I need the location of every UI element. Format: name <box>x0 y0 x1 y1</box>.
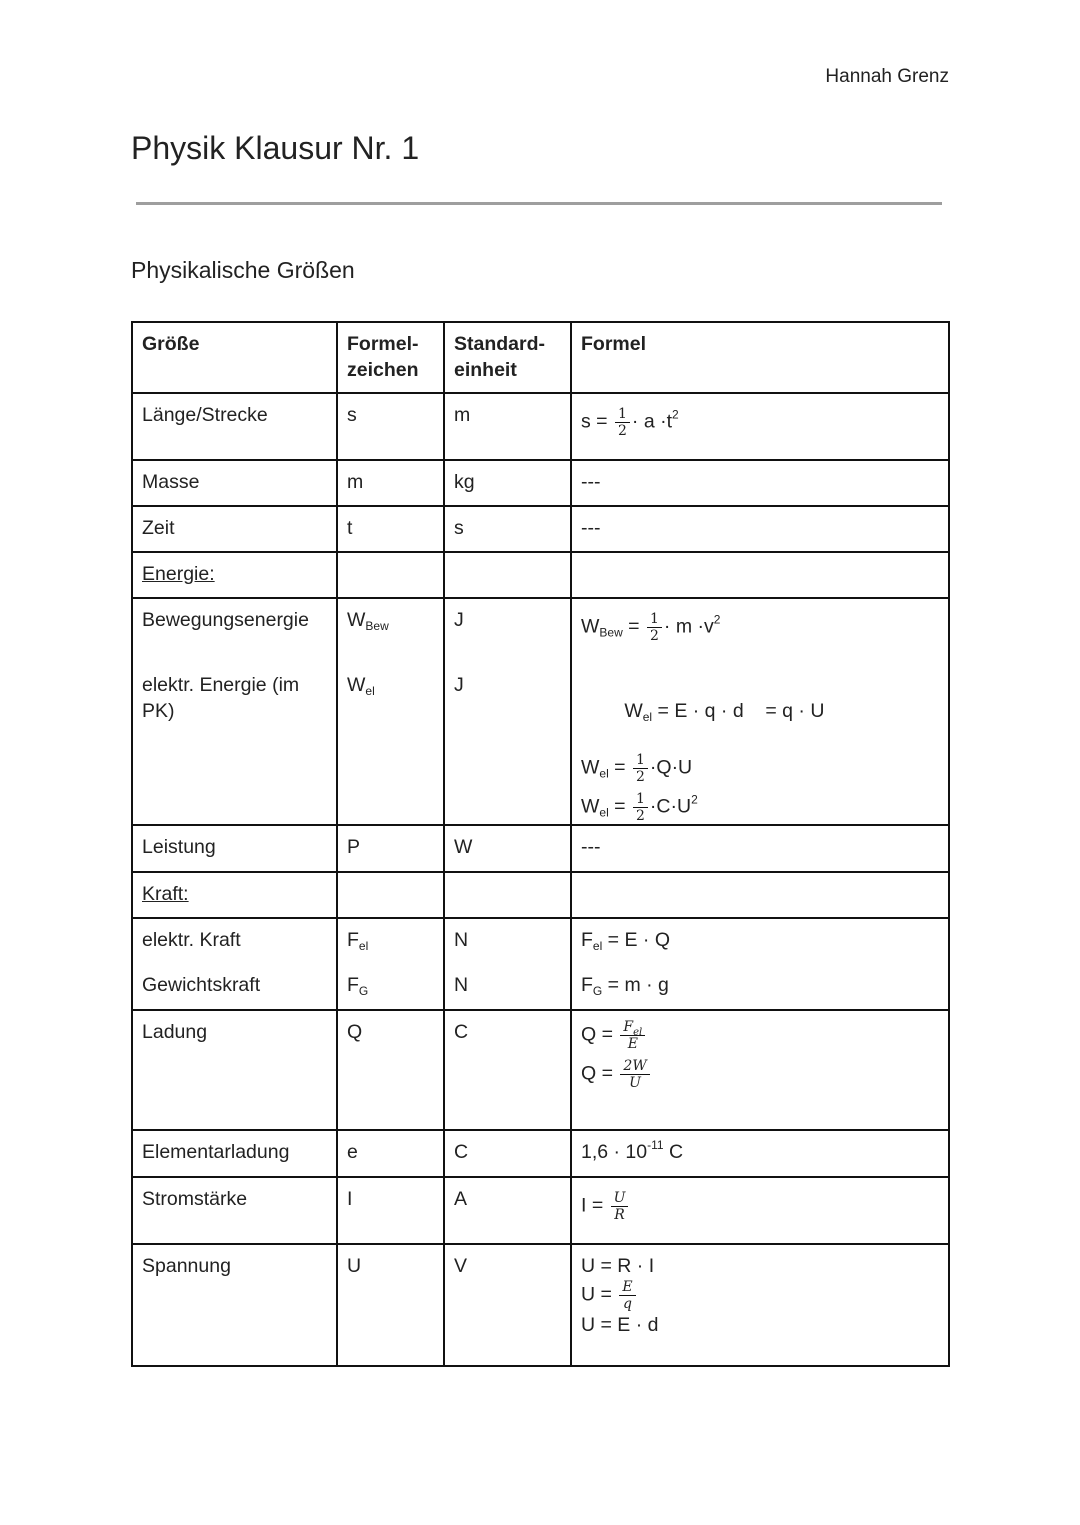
quantity-unit: kg <box>444 460 571 506</box>
formula-text: = <box>608 756 631 779</box>
quantity-symbol <box>337 918 444 964</box>
fraction-numerator: 1 <box>615 406 630 423</box>
group-heading-energie <box>132 552 337 598</box>
fraction-denominator: 2 <box>635 769 645 785</box>
formula-text: Q = <box>581 1023 619 1046</box>
quantity-name: Elementarladung <box>132 1130 337 1177</box>
header-formelzeichen <box>337 322 444 393</box>
quantity-formula <box>571 1244 949 1366</box>
table-row <box>132 393 949 460</box>
formula-text: W <box>581 795 600 818</box>
formula-text: C <box>663 1141 684 1163</box>
formula-line: U = E · d <box>581 1314 659 1336</box>
table-row <box>132 506 949 552</box>
symbol-subscript: el <box>365 684 375 698</box>
group-heading-text: Energie: <box>142 563 215 585</box>
quantity-unit: J <box>444 664 571 825</box>
fraction-denominator: 2 <box>635 808 645 824</box>
quantity-unit: W <box>444 825 571 872</box>
fraction-numerator-base: F <box>623 1019 634 1035</box>
quantity-formula <box>571 1130 949 1177</box>
formula-subscript: el <box>599 766 609 781</box>
table-row <box>132 1130 949 1177</box>
group-heading-kraft <box>132 872 337 918</box>
quantity-formula <box>571 1177 949 1244</box>
quantity-symbol: s <box>337 393 444 460</box>
table-header-row <box>132 322 949 393</box>
quantity-formula <box>571 964 949 1010</box>
header-formel: Formel <box>571 322 949 393</box>
formula-text: 1,6 · 10 <box>581 1141 648 1163</box>
fraction-numerator: E <box>619 1279 635 1296</box>
quantity-formula <box>571 918 949 964</box>
quantity-name: Stromstärke <box>132 1177 337 1244</box>
symbol-base: W <box>347 609 366 631</box>
fraction-denominator: E <box>627 1036 638 1052</box>
quantity-name: Länge/Strecke <box>132 393 337 460</box>
fraction-numerator <box>620 1019 645 1036</box>
formula-text: s = <box>581 410 613 433</box>
header-einheit <box>444 322 571 393</box>
quantity-name: Ladung <box>132 1010 337 1130</box>
fraction-denominator: q <box>622 1296 632 1312</box>
formula-line: U = R · I <box>581 1255 655 1277</box>
quantity-name: Spannung <box>132 1244 337 1366</box>
table-row <box>132 1244 949 1366</box>
quantity-formula <box>571 393 949 460</box>
fraction-numerator: 1 <box>633 791 648 808</box>
group-heading-text: Kraft: <box>142 883 189 905</box>
formula-exponent: 2 <box>713 612 721 627</box>
fraction <box>633 791 648 824</box>
symbol-base: F <box>347 974 359 996</box>
fraction-numerator-subscript: el <box>633 1026 643 1038</box>
formula-text: = E · Q <box>602 929 670 951</box>
fraction <box>647 611 662 644</box>
quantity-name: Masse <box>132 460 337 506</box>
quantity-unit: C <box>444 1010 571 1130</box>
quantity-unit: s <box>444 506 571 552</box>
section-title: Physikalische Größen <box>131 257 355 283</box>
document-title: Physik Klausur Nr. 1 <box>131 130 420 166</box>
quantity-unit: C <box>444 1130 571 1177</box>
formula-subscript: G <box>592 984 603 998</box>
empty-cell <box>337 872 444 918</box>
quantity-symbol: m <box>337 460 444 506</box>
symbol-subscript: Bew <box>365 619 389 633</box>
quantity-symbol: I <box>337 1177 444 1244</box>
formula-text: I = <box>581 1194 609 1217</box>
empty-cell <box>571 552 949 598</box>
formula-text: W <box>581 615 600 638</box>
quantity-unit: N <box>444 964 571 1010</box>
fraction-denominator: R <box>614 1207 625 1223</box>
quantity-symbol: e <box>337 1130 444 1177</box>
quantity-formula <box>571 664 949 825</box>
quantity-name: elektr. Kraft <box>132 918 337 964</box>
quantity-formula: --- <box>571 460 949 506</box>
empty-cell <box>337 552 444 598</box>
formula-text: · a ·t <box>631 410 672 433</box>
table-row <box>132 918 949 964</box>
table-group-row-energie <box>132 552 949 598</box>
quantity-name: Gewichtskraft <box>132 964 337 1010</box>
table-row <box>132 964 949 1010</box>
quantity-name: Leistung <box>132 825 337 872</box>
fraction-denominator: U <box>629 1075 641 1091</box>
fraction <box>620 1019 645 1052</box>
formula-exponent: -11 <box>647 1138 664 1152</box>
formula-subscript: el <box>592 939 603 953</box>
fraction-numerator: 1 <box>633 752 648 769</box>
table-row <box>132 1010 949 1130</box>
table-group-row-kraft <box>132 872 949 918</box>
quantity-symbol <box>337 964 444 1010</box>
quantity-symbol: Q <box>337 1010 444 1130</box>
formula-text: Q = <box>581 1062 619 1085</box>
formula-text: F <box>581 929 593 951</box>
formula-text: ·Q·U <box>649 756 693 779</box>
title-divider <box>136 202 942 205</box>
empty-cell <box>571 872 949 918</box>
quantities-table <box>131 321 950 1367</box>
quantity-symbol: P <box>337 825 444 872</box>
quantity-symbol <box>337 598 444 664</box>
symbol-base: F <box>347 929 359 951</box>
quantity-formula <box>571 598 949 664</box>
table-row <box>132 598 949 664</box>
formula-text: = m · g <box>602 974 669 996</box>
formula-subscript: el <box>599 805 609 820</box>
symbol-subscript: G <box>358 984 369 998</box>
quantity-unit: m <box>444 393 571 460</box>
quantity-unit: N <box>444 918 571 964</box>
formula-text: = <box>622 615 645 638</box>
header-formelzeichen-line2: zeichen <box>347 359 419 381</box>
header-einheit-line1: Standard- <box>454 333 546 355</box>
formula-text: U = <box>581 1283 618 1306</box>
fraction <box>633 752 648 785</box>
fraction <box>620 1058 649 1091</box>
formula-text: W <box>624 700 643 722</box>
header-einheit-line2: einheit <box>454 359 517 381</box>
fraction <box>615 406 630 439</box>
fraction-numerator: 1 <box>647 611 662 628</box>
formula-text: ·C·U <box>649 795 692 818</box>
quantity-formula: --- <box>571 825 949 872</box>
formula-text: F <box>581 974 593 996</box>
formula-subscript: el <box>642 710 653 724</box>
quantity-name: elektr. Energie (im PK) <box>132 664 337 825</box>
quantity-formula <box>571 1010 949 1130</box>
quantity-symbol <box>337 664 444 825</box>
formula-text: · m ·v <box>663 615 714 638</box>
empty-cell <box>444 552 571 598</box>
table-row <box>132 460 949 506</box>
formula-subscript: Bew <box>599 625 623 640</box>
formula-text: W <box>581 756 600 779</box>
symbol-base: W <box>347 674 366 696</box>
fraction-denominator: 2 <box>617 423 627 439</box>
fraction <box>611 1190 629 1223</box>
table-row <box>132 664 949 825</box>
symbol-subscript: el <box>358 939 369 953</box>
formula-text: = E · q · d = q · U <box>652 700 825 722</box>
formula-exponent: 2 <box>691 792 698 807</box>
fraction-numerator: U <box>611 1190 629 1207</box>
quantity-symbol: U <box>337 1244 444 1366</box>
table-row <box>132 825 949 872</box>
quantity-unit: J <box>444 598 571 664</box>
table-row <box>132 1177 949 1244</box>
fraction <box>619 1279 635 1312</box>
quantity-unit: A <box>444 1177 571 1244</box>
fraction-denominator: 2 <box>649 628 659 644</box>
fraction-numerator: 2W <box>620 1058 649 1075</box>
author-name: Hannah Grenz <box>825 66 949 87</box>
quantity-symbol: t <box>337 506 444 552</box>
formula-exponent: 2 <box>672 407 679 422</box>
quantity-name: Zeit <box>132 506 337 552</box>
quantity-unit: V <box>444 1244 571 1366</box>
quantity-name: Bewegungsenergie <box>132 598 337 664</box>
quantity-formula: --- <box>571 506 949 552</box>
empty-cell <box>444 872 571 918</box>
formula-text: = <box>608 795 631 818</box>
header-formelzeichen-line1: Formel- <box>347 333 419 355</box>
header-groesse: Größe <box>132 322 337 393</box>
